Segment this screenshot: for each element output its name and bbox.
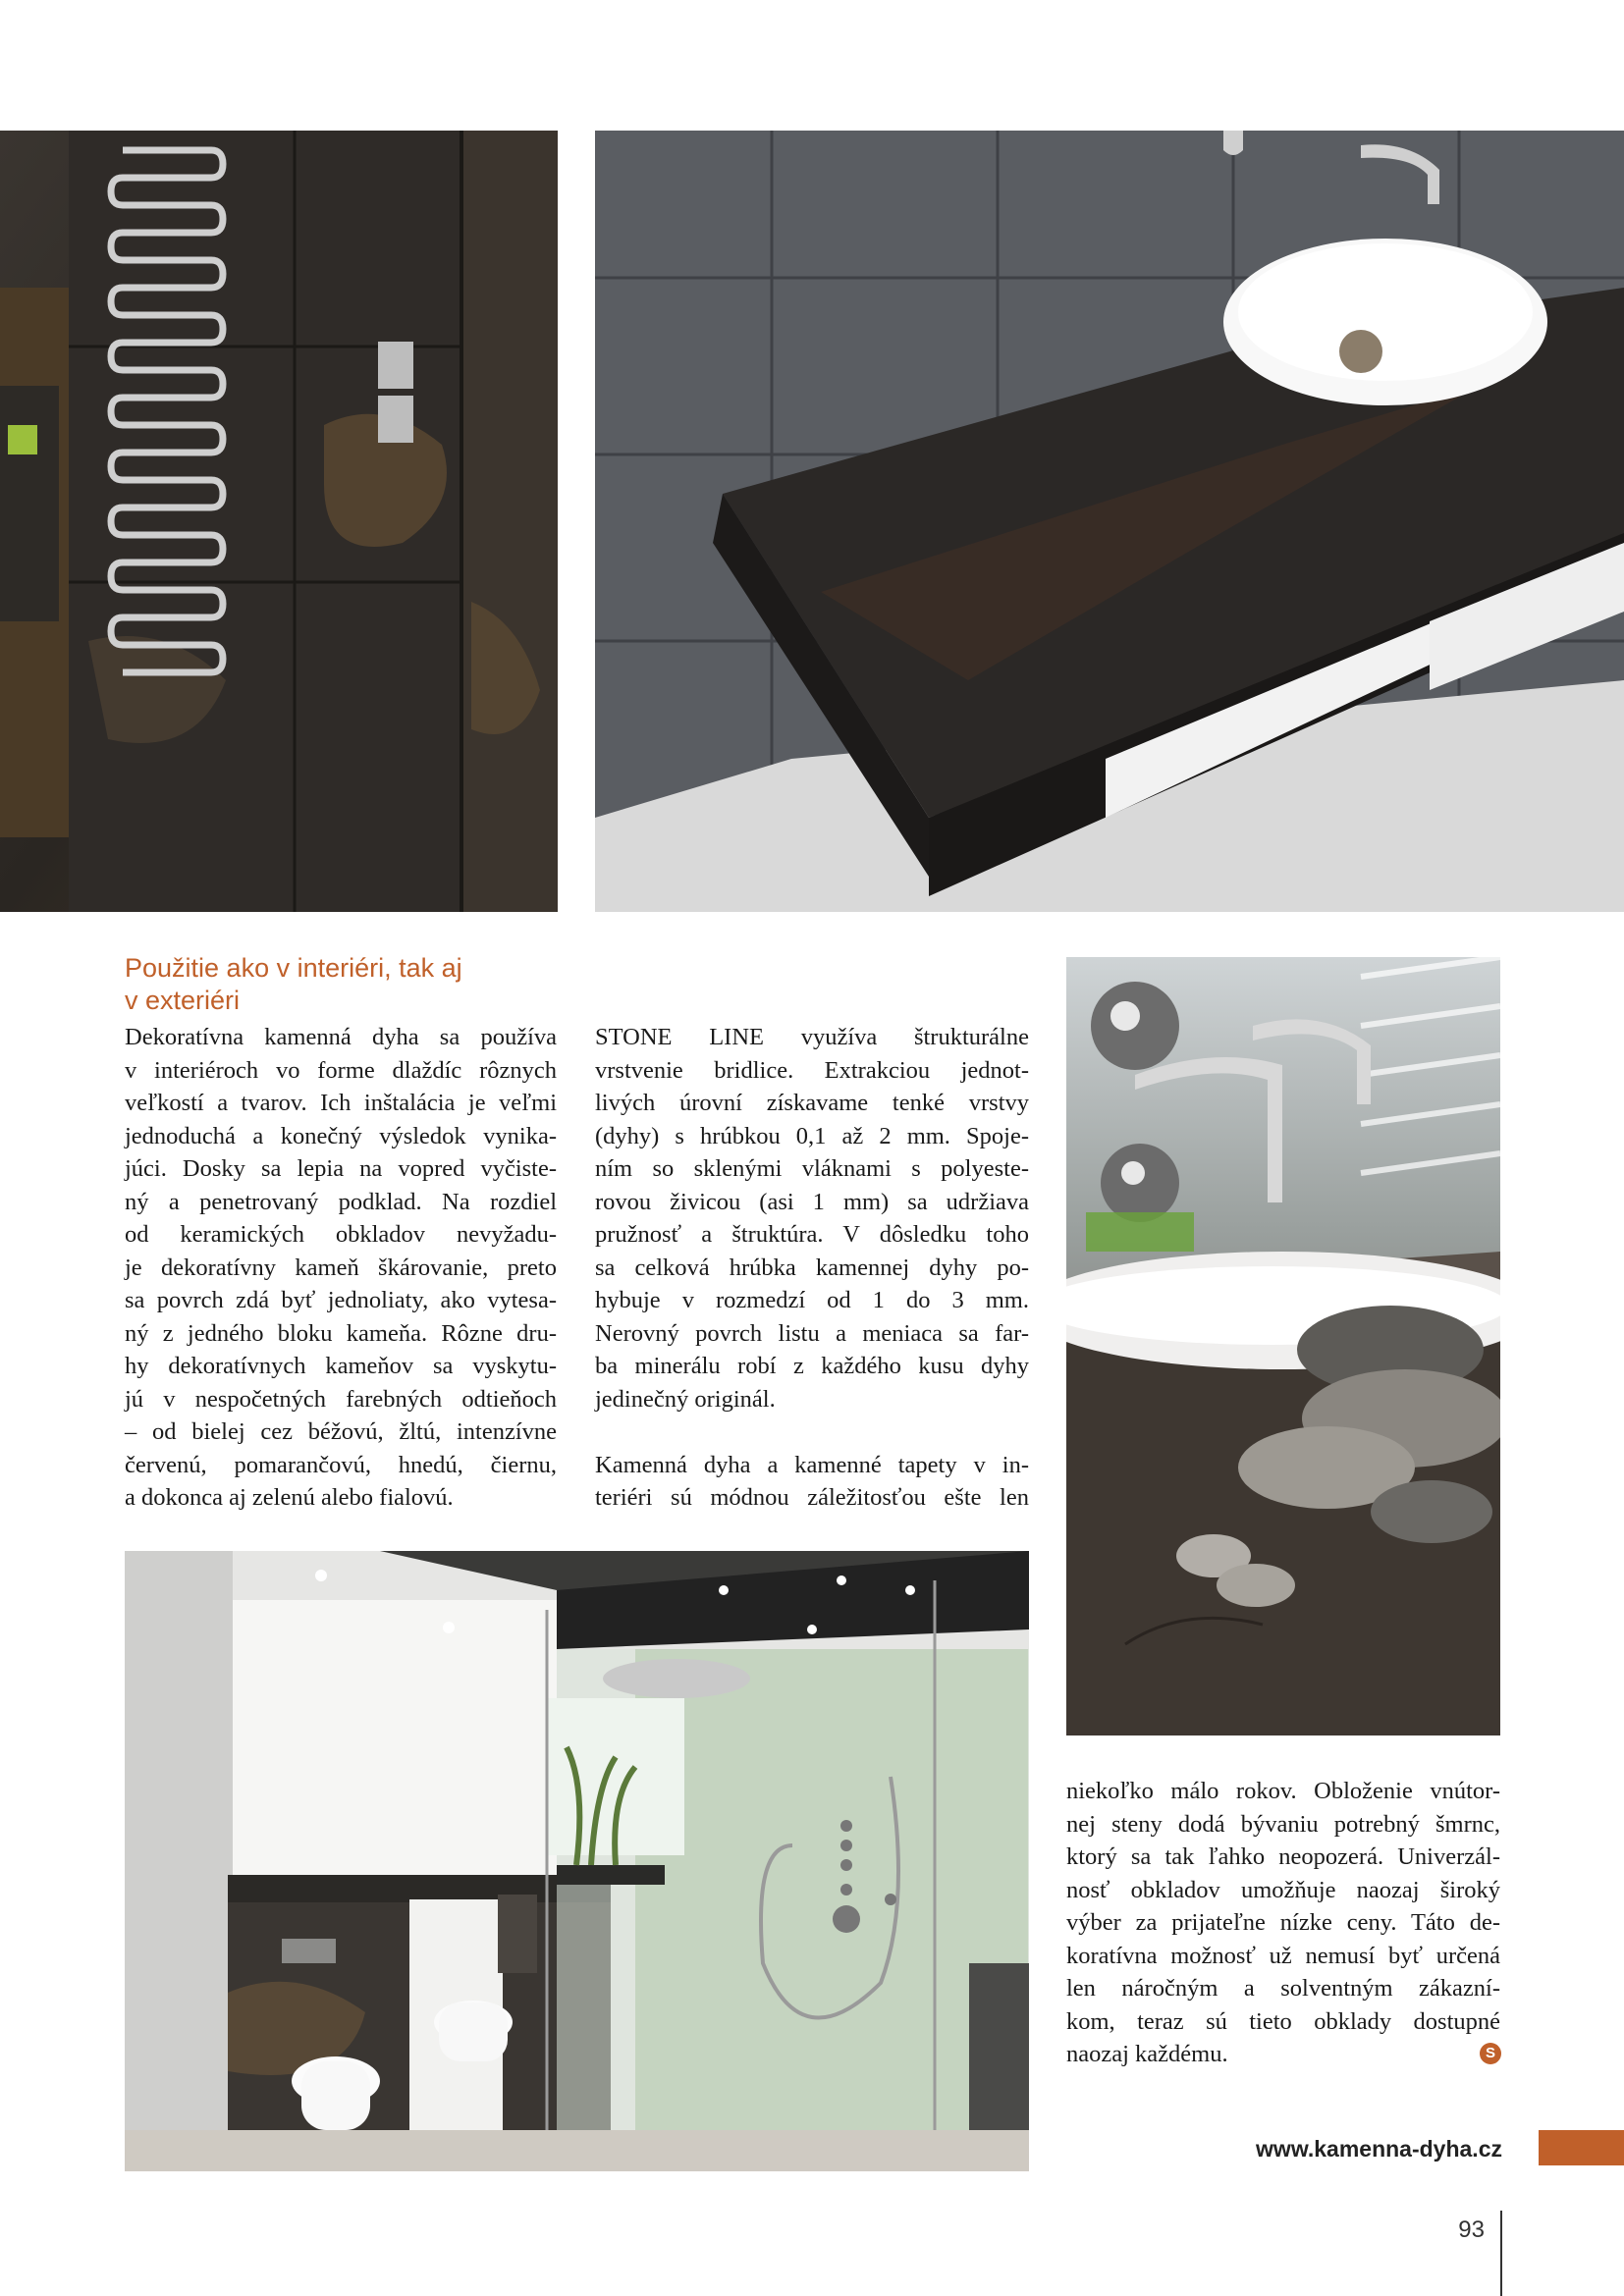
text-line: v interiéroch vo forme dlaždíc rôznych bbox=[125, 1056, 557, 1084]
paragraph-gap bbox=[595, 1415, 1029, 1449]
text-line: jedinečný originál. bbox=[595, 1385, 776, 1413]
text-line: pružnosť a štruktúra. V dôsledku toho bbox=[595, 1221, 1029, 1248]
text-line: nosť obkladov umožňuje naozaj široký bbox=[1066, 1876, 1500, 1903]
text-line: výber za prijateľne nízke ceny. Táto de- bbox=[1066, 1909, 1500, 1936]
text-line: červenú, pomarančovú, hnedú, čiernu, bbox=[125, 1451, 557, 1478]
text-line: Nerovný povrch listu a meniaca sa far- bbox=[595, 1319, 1029, 1347]
text-line: vrstvenie bridlice. Extrakciou jednot- bbox=[595, 1056, 1029, 1084]
washbasin-slate-counter-photo bbox=[595, 131, 1624, 912]
text-line: rovou živicou (asi 1 mm) sa udržiava bbox=[595, 1188, 1029, 1215]
bathroom-shower-photo bbox=[125, 1551, 1029, 2171]
text-line: sa povrch zdá byť jednoliaty, ako vytesa- bbox=[125, 1287, 557, 1313]
text-line: nej steny dodá bývaniu potrebný šmrnc, bbox=[1066, 1810, 1500, 1838]
text-line: koratívna možnosť už nemusí byť určená bbox=[1066, 1942, 1500, 1969]
radiator-slate-wall-photo bbox=[0, 131, 558, 912]
text-line: júci. Dosky sa lepia na vopred vyčiste- bbox=[125, 1155, 557, 1182]
faucet-pebbles-photo bbox=[1066, 957, 1500, 1735]
heading-line-2: v exteriéri bbox=[125, 986, 241, 1015]
text-column-1 bbox=[125, 1021, 557, 1515]
text-line: naozaj každému. bbox=[1066, 2041, 1228, 2067]
text-line: veľkostí a tvarov. Ich inštalácia je veľmi bbox=[125, 1090, 557, 1116]
text-line: (dyhy) s hrúbkou 0,1 až 2 mm. Spoje- bbox=[595, 1122, 1029, 1149]
text-line: od keramických obkladov nevyžadu- bbox=[125, 1221, 557, 1248]
text-line: livých úrovní získavame tenké vrstvy bbox=[595, 1090, 1029, 1116]
text-line: kom, teraz sú tieto obklady dostupné bbox=[1066, 2007, 1500, 2035]
page-number: 93 bbox=[1458, 2216, 1485, 2243]
text-line: jú v nespočetných farebných odtieňoch bbox=[125, 1385, 557, 1413]
page-number-rule bbox=[1500, 2211, 1502, 2296]
text-column-2 bbox=[595, 1021, 1029, 1515]
text-line: ný a penetrovaný podklad. Na rozdiel bbox=[125, 1188, 557, 1215]
text-line: jednoduchá a konečný výsledok vynika- bbox=[125, 1122, 557, 1149]
text-line: STONE LINE využíva štrukturálne bbox=[595, 1024, 1029, 1050]
text-line: a dokonca aj zelenú alebo fialovú. bbox=[125, 1484, 454, 1511]
text-line: ním so sklenými vláknami s polyeste- bbox=[595, 1155, 1029, 1182]
accent-bar bbox=[1539, 2130, 1624, 2165]
text-line: je dekoratívny kameň škárovanie, preto bbox=[125, 1254, 557, 1281]
text-line: niekoľko málo rokov. Obloženie vnútor- bbox=[1066, 1778, 1500, 1804]
text-column-3 bbox=[1066, 1775, 1500, 2071]
text-line: ný z jedného bloku kameňa. Rôzne dru- bbox=[125, 1319, 557, 1347]
text-line: teriéri sú módnou záležitosťou ešte len bbox=[595, 1484, 1029, 1511]
website-url[interactable]: www.kamenna-dyha.cz bbox=[1256, 2136, 1502, 2162]
text-line: hybuje v rozmedzí od 1 do 3 mm. bbox=[595, 1287, 1029, 1313]
section-heading bbox=[125, 952, 576, 1017]
text-line: sa celková hrúbka kamennej dyhy po- bbox=[595, 1254, 1029, 1281]
end-mark-icon: S bbox=[1480, 2043, 1501, 2064]
text-line: Kamenná dyha a kamenné tapety v in- bbox=[595, 1451, 1029, 1478]
text-line: len náročným a solventným zákazní- bbox=[1066, 1975, 1500, 2002]
text-line: hy dekoratívnych kameňov sa vyskytu- bbox=[125, 1353, 557, 1379]
text-line: ktorý sa tak ľahko neopozerá. Univerzál- bbox=[1066, 1843, 1500, 1870]
heading-line-1: Použitie ako v interiéri, tak aj bbox=[125, 953, 462, 983]
text-line: – od bielej cez béžovú, žltú, intenzívne bbox=[125, 1418, 557, 1445]
text-line: ba minerálu robí z každého kusu dyhy bbox=[595, 1353, 1029, 1379]
text-line: Dekoratívna kamenná dyha sa používa bbox=[125, 1024, 557, 1050]
